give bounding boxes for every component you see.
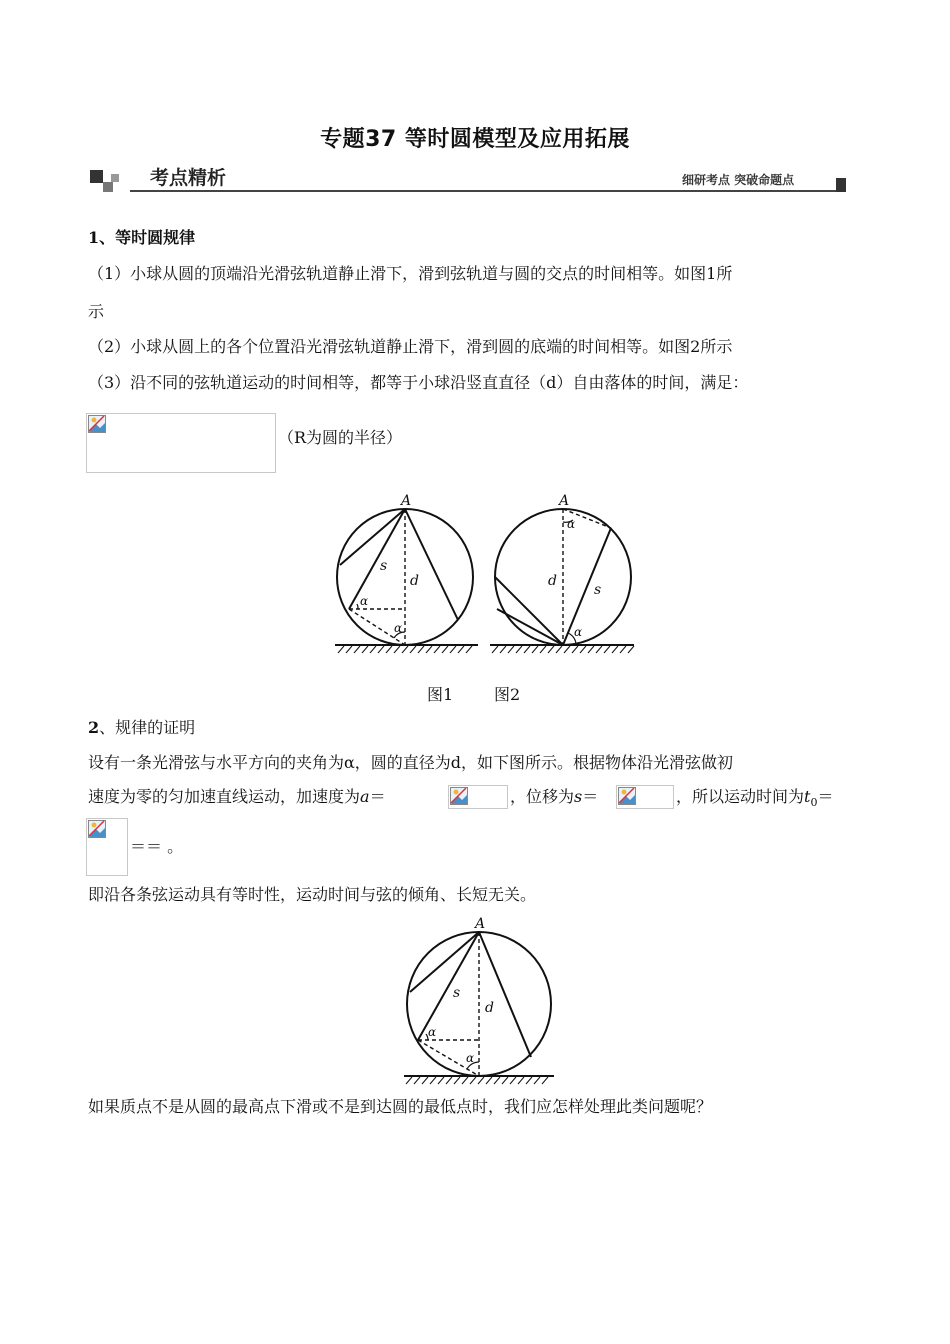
section1-heading: 1、等时圆规律 <box>88 228 196 247</box>
section2-p3-tail: ＝＝ 。 <box>130 837 184 856</box>
figure2-caption: 图2 <box>494 685 521 704</box>
fig3-label-alpha-2: α <box>466 1051 475 1065</box>
fig3-label-d: d <box>485 1000 494 1016</box>
broken-image-icon <box>618 787 636 805</box>
fig1-label-alpha-1: α <box>360 594 369 608</box>
figure-2 <box>495 509 631 645</box>
formula-image-placeholder <box>86 413 276 473</box>
fig3-label-s: s <box>453 985 461 1001</box>
banner-title: 考点精析 <box>150 167 227 189</box>
section1-line3: （3）沿不同的弦轨道运动的时间相等，都等于小球沿竖直直径（d）自由落体的时间，满足： <box>88 373 749 392</box>
fig1-label-d: d <box>410 573 419 589</box>
page-title: 专题37 等时圆模型及应用拓展 <box>320 127 630 152</box>
section2-p4: 即沿各条弦运动具有等时性，运动时间与弦的倾角、长短无关。 <box>88 885 537 904</box>
p2-text-c: ，所以运动时间为 <box>676 787 805 806</box>
broken-image-icon <box>450 787 468 805</box>
fig2-label-alpha-2: α <box>574 625 583 639</box>
p2-text-b: ，位移为 <box>510 787 575 806</box>
accel-formula-placeholder <box>448 785 508 809</box>
p2-var-s: s <box>574 787 583 806</box>
section2-heading <box>88 717 195 739</box>
fig3-label-alpha-1: α <box>428 1025 437 1039</box>
section2-p2-part2 <box>510 786 598 808</box>
fig3-ground-hatch <box>406 1077 548 1084</box>
fig1-chord-s <box>349 509 405 609</box>
section2-p2-part1 <box>88 786 386 808</box>
fig1-ground-hatch <box>338 646 472 653</box>
banner-subtitle: 细研考点 突破命题点 <box>682 173 795 187</box>
p2-sub-0: 0 <box>810 796 818 810</box>
p2-eq-3: ＝ <box>817 787 834 806</box>
section1-line1: （1）小球从圆的顶端沿光滑弦轨道静止滑下，滑到弦轨道与圆的交点的时间相等。如图1所 <box>88 264 733 283</box>
section1-line1b: 示 <box>88 302 105 321</box>
p2-eq-1: ＝ <box>369 787 386 806</box>
fig2-label-alpha-1: α <box>567 517 576 531</box>
section1-line2: （2）小球从圆上的各个位置沿光滑弦轨道静止滑下，滑到圆的底端的时间相等。如图2所示 <box>88 337 733 356</box>
p2-eq-2: ＝ <box>582 787 599 806</box>
radius-note: （R为圆的半径） <box>278 428 403 447</box>
fig2-label-s: s <box>594 582 602 598</box>
time-formula-placeholder <box>86 818 128 876</box>
figure-1 <box>337 509 473 645</box>
banner-square-2 <box>103 182 113 192</box>
figure-3 <box>400 912 560 1087</box>
fig3-label-A: A <box>475 916 486 932</box>
broken-image-icon <box>88 415 106 433</box>
banner-square-1 <box>90 170 103 183</box>
broken-image-icon <box>88 820 106 838</box>
fig2-label-d: d <box>548 573 557 589</box>
fig3-chord-right <box>479 932 531 1057</box>
fig3-chord-s <box>418 932 479 1040</box>
fig2-chord-s <box>563 528 611 645</box>
p2-var-t0: t <box>804 787 811 806</box>
fig1-label-s: s <box>380 558 388 574</box>
figure1-caption: 图1 <box>427 685 454 704</box>
section2-p2-part3 <box>676 786 833 814</box>
section2-p5: 如果质点不是从圆的最高点下滑或不是到达圆的最低点时，我们应怎样处理此类问题呢？ <box>88 1097 713 1116</box>
fig2-ground-hatch <box>492 646 634 653</box>
p2-var-a: a <box>360 787 370 806</box>
p2-text-a: 速度为零的匀加速直线运动，加速度为 <box>88 787 361 806</box>
section2-heading-num: 2 <box>88 718 100 737</box>
section2-heading-text: 、规律的证明 <box>99 718 196 737</box>
fig2-label-A: A <box>559 493 570 509</box>
fig1-label-A: A <box>401 493 412 509</box>
fig2-chord-left-low <box>497 609 563 645</box>
fig1-angle-arc-1 <box>357 604 358 609</box>
fig1-label-alpha-2: α <box>394 621 403 635</box>
figure-1-2 <box>330 490 640 660</box>
section2-p1: 设有一条光滑弦与水平方向的夹角为α，圆的直径为d，如下图所示。根据物体沿光滑弦做初 <box>88 753 734 772</box>
banner-end-block <box>836 178 846 192</box>
banner-rule <box>130 190 844 192</box>
banner-square-3 <box>111 174 119 182</box>
displacement-formula-placeholder <box>616 785 674 809</box>
